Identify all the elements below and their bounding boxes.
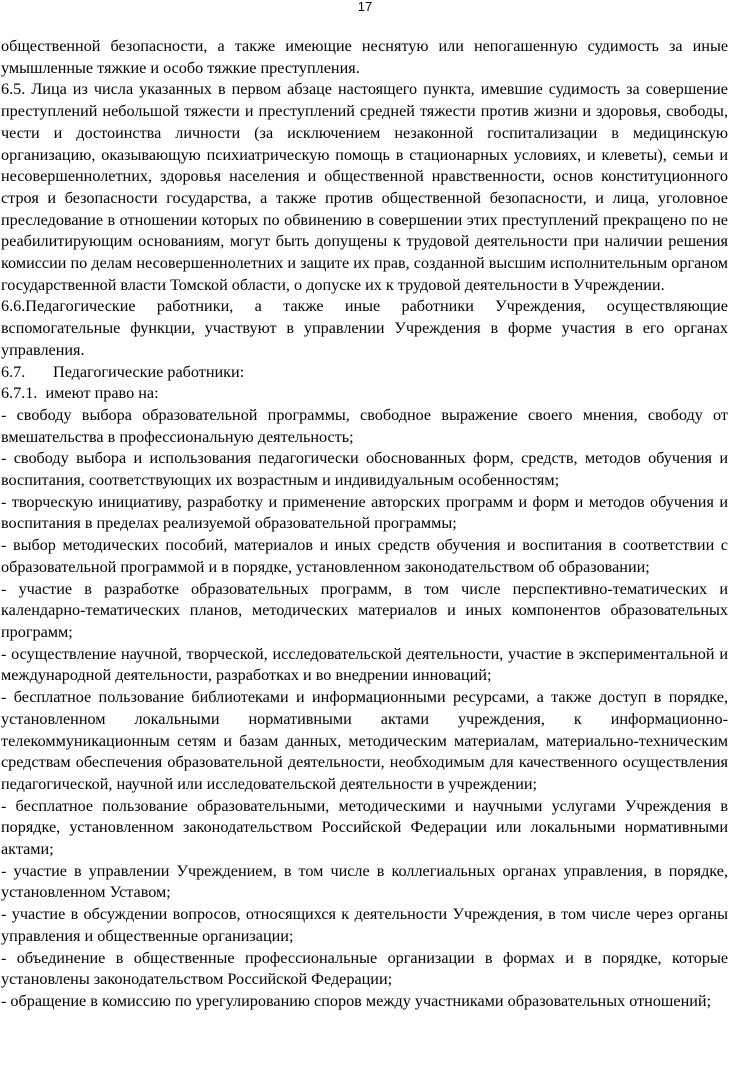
paragraph-continuation: общественной безопасности, а также имеющие неснятую или непогашенную судимость за иные умышленные тяжкие и особо тяжкие преступления.	[1, 37, 728, 77]
rights-list-item: - участие в управлении Учреждением, в том числе в коллегиальных органах управления, в порядке, установленном Уставом;	[1, 861, 728, 902]
rights-list-item: - объединение в общественные профессиональные организации в формах и в порядке, которые установлены законодательством Российской Федерации;	[1, 948, 728, 989]
document-body	[1, 36, 728, 1013]
section-6-7-1-heading: 6.7.1. имеют право на:	[1, 384, 159, 403]
rights-list-item: - бесплатное пользование библиотеками и информационными ресурсами, а также доступ в порядке, установленном локальными нормативными актами учреждения, к информационно-телекоммуникационным сетям и базам данных, методическим материалам, материально-техническим средствам обеспечения образовательной деятельности, необходимым для качественного осуществления педагогической, научной или исследовательской деятельности в учреждении;	[1, 688, 728, 793]
section-6-7-heading	[1, 362, 728, 384]
rights-list-item: - свободу выбора и использования педагогически обоснованных форм, средств, методов обучения и воспитания, соответствующих их возрастным и индивидуальным особенностям;	[1, 449, 728, 490]
rights-list-item: - осуществление научной, творческой, исследовательской деятельности, участие в экспериментальной и международной деятельности, разработках и во внедрении инноваций;	[1, 644, 728, 685]
paragraph-6-6: 6.6.Педагогические работники, а также иные работники Учреждения, осуществляющие вспомогательные функции, участвуют в управлении Учреждения в форме участия в его органах управления.	[1, 297, 728, 359]
section-6-7-title: Педагогические работники:	[53, 362, 245, 381]
rights-list-item: - участие в обсуждении вопросов, относящихся к деятельности Учреждения, в том числе через органы управления и общественные организации;	[1, 905, 728, 945]
rights-list-item: - свободу выбора образовательной программы, свободное выражение своего мнения, свободу от вмешательства в профессиональную деятельность;	[1, 405, 728, 446]
rights-list-item: - обращение в комиссию по урегулированию споров между участниками образовательных отношений;	[1, 991, 712, 1010]
section-6-7-number: 6.7.	[1, 362, 26, 381]
page-number: 17	[357, 0, 373, 14]
rights-list-item: - выбор методических пособий, материалов и иных средств обучения и воспитания в соответствии с образовательной программой и в порядке, установленном законодательством об образовании;	[1, 536, 728, 576]
rights-list-item: - творческую инициативу, разработку и применение авторских программ и форм и методов обучения и воспитания в пределах реализуемой образовательной программы;	[1, 492, 728, 533]
rights-list-item: - участие в разработке образовательных программ, в том числе перспективно-тематических и календарно-тематических планов, методических материалов и иных компонентов образовательных программ;	[1, 579, 728, 641]
paragraph-6-5: 6.5. Лица из числа указанных в первом абзаце настоящего пункта, имевшие судимость за совершение преступлений небольшой тяжести и преступлений средней тяжести против жизни и здоровья, свободы, чести и достоинства личности (за исключением незаконной госпитализации в медицинскую организацию, оказывающую психиатрическую помощь в стационарных условиях, и клеветы), семьи и несовершеннолетних, здоровья населения и общественной нравственности, основ конституционного строя и безопасности государства, а также против общественной безопасности, и лица, уголовное преследование в отношении которых по обвинению в совершении этих преступлений прекращено по не реабилитирующим основаниям, могут быть допущены к трудовой деятельности при наличии решения комиссии по делам несовершеннолетних и защите их прав, созданной высшим исполнительным органом государственной власти Томской области, о допуске их к трудовой деятельности в Учреждении.	[1, 80, 728, 294]
rights-list-item: - бесплатное пользование образовательными, методическими и научными услугами Учреждения в порядке, установленном законодательством Российской Федерации или локальными нормативными актами;	[1, 796, 728, 859]
